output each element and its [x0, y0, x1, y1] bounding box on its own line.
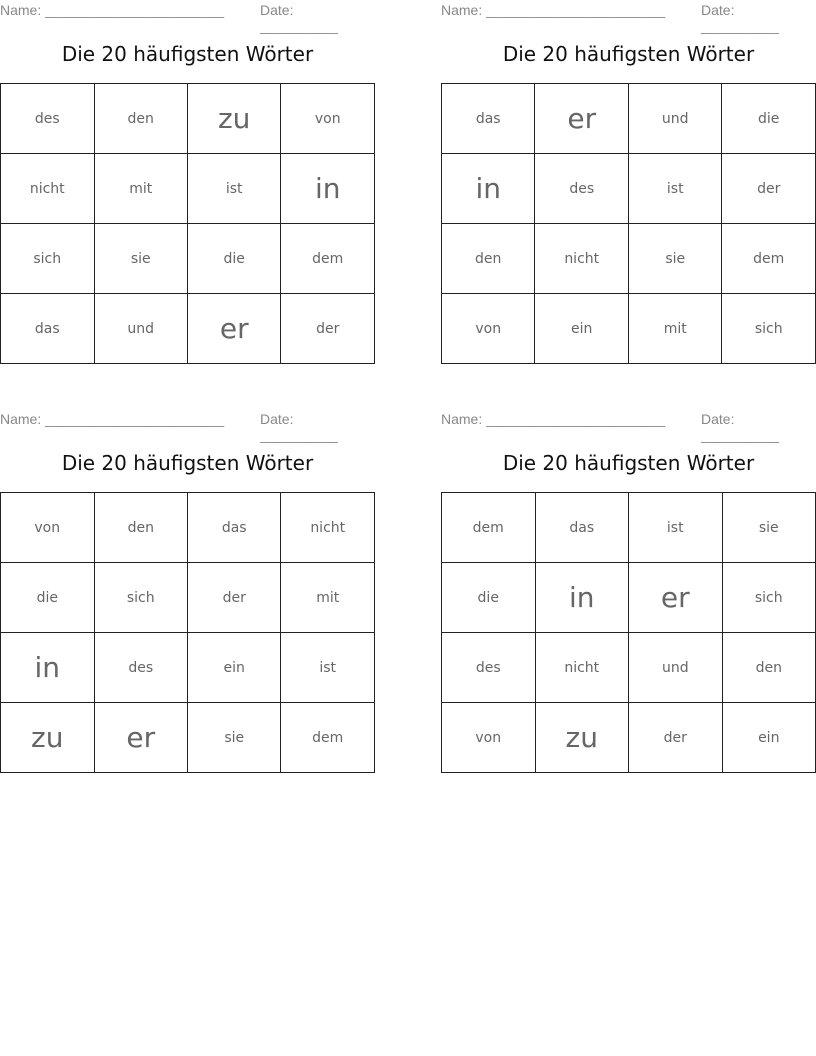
- name-field: Name: _______________________: [0, 411, 225, 427]
- grid-cell: von: [1, 493, 95, 563]
- bingo-grid: [0, 492, 375, 773]
- date-field: Date: __________: [260, 2, 338, 34]
- grid-cell: er: [629, 563, 722, 633]
- grid-cell: der: [188, 563, 281, 633]
- grid-cell: dem: [281, 703, 375, 773]
- card-title: Die 20 häufigsten Wörter: [502, 451, 755, 475]
- bingo-grid: [441, 492, 816, 773]
- grid-cell: sie: [629, 224, 722, 294]
- name-date-row: [0, 0, 375, 34]
- grid-row: [442, 154, 816, 224]
- grid-cell: er: [187, 294, 281, 364]
- grid-cell: von: [281, 84, 375, 154]
- bingo-card: [0, 0, 375, 345]
- bingo-card: [441, 0, 816, 337]
- grid-cell: mit: [94, 154, 187, 224]
- grid-row: [442, 493, 816, 563]
- grid-cell: sich: [1, 224, 95, 294]
- grid-cell: von: [442, 703, 536, 773]
- name-date-row: [0, 409, 375, 443]
- grid-row: [1, 154, 375, 224]
- grid-cell: der: [629, 703, 722, 773]
- grid-cell: und: [94, 294, 187, 364]
- grid-cell: des: [442, 633, 536, 703]
- grid-cell: sich: [722, 294, 816, 364]
- grid-row: [442, 294, 816, 364]
- grid-cell: ein: [722, 703, 815, 773]
- card-title: Die 20 häufigsten Wörter: [502, 42, 755, 66]
- grid-cell: mit: [281, 563, 375, 633]
- grid-row: [1, 84, 375, 154]
- grid-cell: der: [722, 154, 816, 224]
- bingo-grid: [441, 83, 816, 364]
- grid-cell: nicht: [535, 633, 629, 703]
- grid-row: [1, 703, 375, 773]
- grid-cell: sie: [722, 493, 815, 563]
- grid-cell: ein: [188, 633, 281, 703]
- grid-cell: in: [442, 154, 535, 224]
- date-field: Date: __________: [701, 411, 779, 443]
- grid-cell: den: [94, 493, 187, 563]
- grid-cell: das: [188, 493, 281, 563]
- grid-cell: zu: [1, 703, 95, 773]
- bingo-card: [441, 409, 816, 754]
- name-date-row: [441, 0, 816, 34]
- grid-cell: die: [442, 563, 536, 633]
- grid-cell: das: [535, 493, 629, 563]
- grid-cell: ist: [281, 633, 375, 703]
- grid-cell: die: [722, 84, 816, 154]
- grid-cell: von: [442, 294, 535, 364]
- grid-row: [442, 224, 816, 294]
- grid-cell: den: [442, 224, 535, 294]
- grid-row: [442, 84, 816, 154]
- grid-cell: er: [535, 84, 629, 154]
- grid-cell: nicht: [1, 154, 95, 224]
- grid-row: [1, 493, 375, 563]
- name-field: Name: _______________________: [441, 2, 666, 18]
- card-title: Die 20 häufigsten Wörter: [61, 42, 314, 66]
- name-field: Name: _______________________: [441, 411, 666, 427]
- grid-cell: das: [442, 84, 535, 154]
- name-field: Name: _______________________: [0, 2, 225, 18]
- bingo-grid: [0, 83, 375, 364]
- grid-cell: des: [535, 154, 629, 224]
- grid-row: [1, 294, 375, 364]
- grid-cell: die: [187, 224, 281, 294]
- grid-cell: und: [629, 633, 722, 703]
- grid-cell: in: [1, 633, 95, 703]
- grid-cell: zu: [535, 703, 629, 773]
- grid-cell: des: [1, 84, 95, 154]
- grid-cell: er: [94, 703, 187, 773]
- card-title: Die 20 häufigsten Wörter: [61, 451, 314, 475]
- grid-cell: dem: [281, 224, 375, 294]
- grid-cell: des: [94, 633, 187, 703]
- grid-cell: mit: [629, 294, 722, 364]
- grid-row: [1, 563, 375, 633]
- grid-cell: nicht: [281, 493, 375, 563]
- grid-row: [442, 703, 816, 773]
- grid-row: [1, 633, 375, 703]
- date-field: Date: __________: [701, 2, 779, 34]
- grid-cell: in: [281, 154, 375, 224]
- grid-cell: der: [281, 294, 375, 364]
- grid-cell: in: [535, 563, 629, 633]
- grid-cell: dem: [722, 224, 816, 294]
- grid-cell: sich: [94, 563, 187, 633]
- grid-cell: nicht: [535, 224, 629, 294]
- grid-cell: sich: [722, 563, 815, 633]
- grid-cell: zu: [187, 84, 281, 154]
- grid-cell: ist: [187, 154, 281, 224]
- grid-cell: das: [1, 294, 95, 364]
- grid-cell: den: [722, 633, 815, 703]
- grid-cell: den: [94, 84, 187, 154]
- name-date-row: [441, 409, 816, 443]
- grid-cell: ist: [629, 493, 722, 563]
- grid-cell: sie: [188, 703, 281, 773]
- grid-row: [442, 563, 816, 633]
- grid-cell: ist: [629, 154, 722, 224]
- grid-cell: dem: [442, 493, 536, 563]
- grid-cell: sie: [94, 224, 187, 294]
- grid-cell: die: [1, 563, 95, 633]
- grid-cell: und: [629, 84, 722, 154]
- bingo-card: [0, 409, 375, 754]
- grid-row: [442, 633, 816, 703]
- grid-row: [1, 224, 375, 294]
- grid-cell: ein: [535, 294, 629, 364]
- date-field: Date: __________: [260, 411, 338, 443]
